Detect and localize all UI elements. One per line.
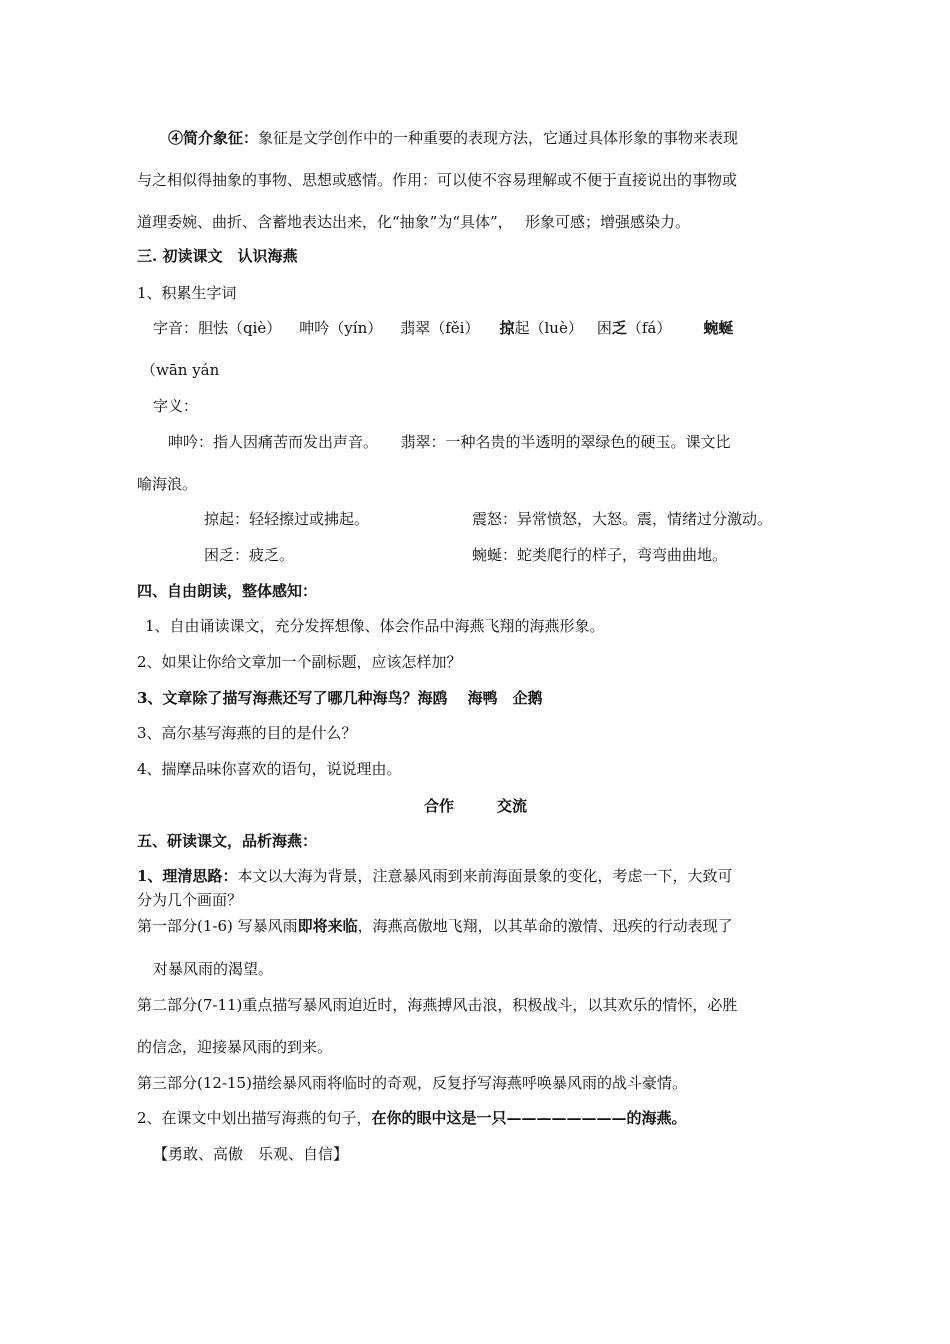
definition-kunfa: 困乏：疲乏。 [204, 546, 295, 564]
section-4-heading: 四、自由朗读，整体感知： [137, 582, 318, 600]
symbolism-label: ④简介象征： [168, 129, 259, 147]
question-seagull-pre: 2、在课文中划出描写海燕的句子， [137, 1109, 372, 1127]
question-1: 1、自由诵读课文，充分发挥想像、体会作品中海燕飞翔的海燕形象。 [145, 617, 605, 635]
zi-yi-label: 字义： [153, 397, 199, 415]
section-3-heading: 三. 初读课文 认识海燕 [137, 247, 298, 265]
symbolism-line-2: 与之相似得抽象的事物、思想或感情。作用：可以使不容易理解或不便于直接说出的事物或 [137, 171, 738, 189]
section-5-heading: 五、研读课文，品析海燕： [137, 832, 318, 850]
zi-yin-word: 起（luè） [514, 319, 583, 337]
question-seagull-bold: 在你的眼中这是一只————————的海燕。 [371, 1109, 687, 1127]
symbolism-line-3: 道理委婉、曲折、含蓄地表达出来，化“抽象”为“具体”， 形象可感；增强感染力。 [137, 213, 690, 231]
question-4: 3、高尔基写海燕的目的是什么？ [137, 724, 357, 742]
part-1-continued: 对暴风雨的渴望。 [153, 960, 274, 978]
question-seagull-image [137, 1108, 687, 1128]
part-1-pre: 第一部分(1-6) 写暴风雨 [137, 917, 298, 935]
part-1 [137, 916, 733, 936]
thinking-line [137, 866, 732, 886]
zi-yin-word: 困 [596, 319, 612, 337]
thinking-text: 本文以大海为背景，注意暴风雨到来前海面景象的变化，考虑一下，大致可 [237, 867, 733, 885]
question-2: 2、如果让你给文章加一个副标题，应该怎样加？ [137, 653, 462, 671]
zi-yin-char: 乏 [611, 319, 627, 337]
symbolism-text-1: 象征是文学创作中的一种重要的表现方法，它通过具体形象的事物来表现 [258, 129, 739, 147]
part-1-post: ，海燕高傲地飞翔，以其革命的激情、迅疾的行动表现了 [357, 917, 733, 935]
zi-yin-word: 蜿蜒 [703, 319, 734, 337]
part-1-emphasis: 即将来临 [297, 917, 358, 935]
definition-lve: 掠起：轻轻擦过或拂起。 [204, 510, 370, 528]
definition-1-continued: 喻海浪。 [137, 475, 198, 493]
part-2-continued: 的信念，迎接暴风雨的到来。 [137, 1038, 333, 1056]
question-3: 3、文章除了描写海燕还写了哪几种海鸟？海鸥 海鸭 企鹅 [137, 689, 543, 707]
definition-wanyan: 蜿蜒：蛇类爬行的样子，弯弯曲曲地。 [472, 546, 728, 564]
zi-yin-wrap: （wān yán [141, 361, 220, 379]
zi-yin-char: 掠 [499, 319, 515, 337]
part-2: 第二部分(7-11)重点描写暴风雨迫近时，海燕搏风击浪，积极战斗，以其欢乐的情怀，必胜 [137, 996, 738, 1014]
zi-yin-word: 胆怯（qiè） [198, 319, 282, 337]
definition-zhennu: 震怒：异常愤怒，大怒。震，情绪过分激动。 [472, 510, 773, 528]
answer: 【勇敢、高傲 乐观、自信】 [153, 1145, 349, 1163]
definition-1: 呻吟：指人因痛苦而发出声音。 翡翠：一种名贵的半透明的翠绿色的硬玉。课文比 [168, 433, 731, 451]
question-5: 4、揣摩品味你喜欢的语句，说说理由。 [137, 760, 402, 778]
zi-yin-word: 翡翠（fěi） [400, 319, 480, 337]
thinking-label: 1、理清思路： [137, 867, 238, 885]
zi-yin-line [153, 318, 733, 338]
zi-yin-word: （fá） [626, 319, 672, 337]
exchange-label: 交流 [497, 797, 528, 815]
thinking-continued: 分为几个画面？ [137, 891, 243, 909]
section-3-item-1: 1、积累生字词 [137, 284, 237, 302]
part-3: 第三部分(12-15)描绘暴风雨将临时的奇观，反复抒写海燕呼唤暴风雨的战斗豪情。 [137, 1074, 687, 1092]
symbolism-line-1 [168, 128, 738, 148]
zi-yin-label: 字音： [153, 319, 199, 337]
zi-yin-word: 呻吟（yín） [299, 319, 383, 337]
cooperate-label: 合作 [424, 797, 455, 815]
